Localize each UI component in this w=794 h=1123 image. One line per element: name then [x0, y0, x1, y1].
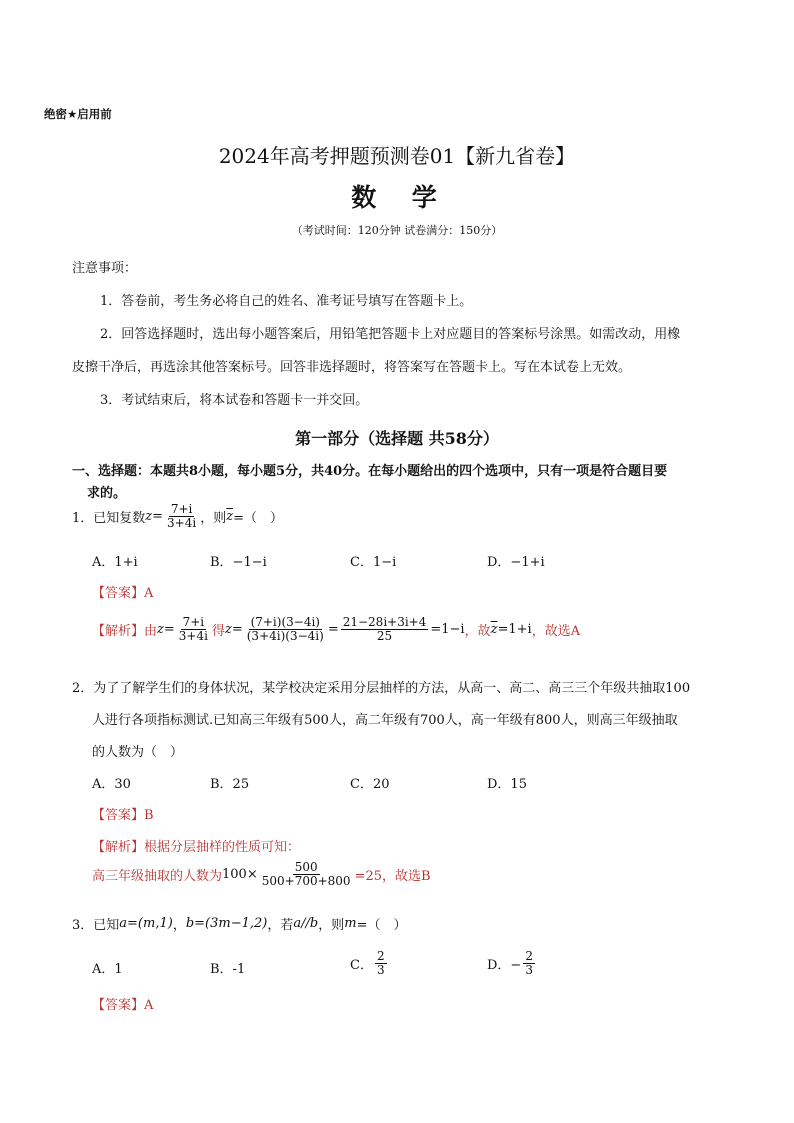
q3-answer: 【答案】A — [92, 998, 154, 1013]
q1-answer: 【答案】A — [92, 586, 154, 601]
q2-analysis-line2: 高三年级抽取的人数为 100× $\frac{500}{500+700+800}$ =25，故选B — [92, 860, 431, 888]
secret-label: 绝密★启用前 — [44, 107, 112, 121]
question-2-line3: 的人数为（ ） — [92, 745, 184, 760]
note-1: 1．答卷前，考生务必将自己的姓名、准考证号填写在答题卡上。 — [100, 294, 473, 309]
question-3-stem: 3．已知 a=(m,1) ， b=(3m−1,2) ，若 a//b ，则 m =（ ） — [72, 916, 407, 933]
q1-analysis: 【解析】 由 z = $\frac{7+i}{3+4i}$ 得 z = $\frac{(7+i)(3-4i)}{(3+4i)(3-4i)}$ = $\frac{21-28i+3i+4}{25}$ =1−i ，故 $\overline{z}$ =1+i ，故选A — [92, 615, 581, 643]
part1-title: 第一部分（选择题 共58分） — [295, 429, 499, 448]
q3-option-d[interactable]: D．− $\frac{2}{3}$ — [487, 949, 533, 977]
note-3: 3．考试结束后，将本试卷和答题卡一并交回。 — [100, 393, 369, 408]
subject-title: 数 学 — [351, 183, 443, 212]
q2-option-a[interactable]: A．30 — [92, 777, 131, 792]
exam-title: 2024年高考押题预测卷01【新九省卷】 — [218, 144, 576, 168]
notes-heading: 注意事项： — [72, 261, 138, 276]
q2-option-d[interactable]: D．15 — [487, 777, 527, 792]
q3-option-b[interactable]: B．-1 — [210, 962, 246, 977]
exam-info: （考试时间：120分钟 试卷满分：150分） — [291, 224, 503, 237]
q2-option-c[interactable]: C．20 — [350, 777, 390, 792]
section-intro-a: 一、选择题：本题共8小题，每小题5分，共40分。在每小题给出的四个选项中，只有一项是符合题目要 — [72, 464, 668, 479]
q2-answer: 【答案】B — [92, 808, 154, 823]
q3-option-a[interactable]: A．1 — [92, 962, 123, 977]
q1-option-b[interactable]: B．−1−i — [210, 555, 267, 570]
q1-option-c[interactable]: C．1−i — [350, 555, 397, 570]
note-2a: 2．回答选择题时，选出每小题答案后，用铅笔把答题卡上对应题目的答案标号涂黑。如需改动，用橡 — [100, 327, 681, 342]
question-1-stem: 1．已知复数 z = $\frac{7+i}{3+4i}$ ，则 $\overline{z}$ =（ ） — [72, 502, 283, 530]
question-2-line2: 人进行各项指标测试.已知高三年级有500人，高二年级有700人，高一年级有800人，则高三年级抽取 — [92, 713, 678, 728]
q2-option-b[interactable]: B．25 — [210, 777, 250, 792]
note-2b: 皮擦干净后，再选涂其他答案标号。回答非选择题时，将答案写在答题卡上。写在本试卷上无效。 — [72, 360, 632, 375]
q1-option-d[interactable]: D．−1+i — [487, 555, 545, 570]
q2-analysis: 【解析】根据分层抽样的性质可知： — [92, 840, 301, 855]
q1-option-a[interactable]: A．1+i — [92, 555, 138, 570]
section-intro-b: 求的。 — [87, 486, 127, 501]
q3-option-c[interactable]: C． $\frac{2}{3}$ — [350, 949, 385, 977]
question-2-line1: 2．为了了解学生们的身体状况，某学校决定采用分层抽样的方法，从高一、高二、高三三个年级共抽取100 — [72, 681, 691, 696]
